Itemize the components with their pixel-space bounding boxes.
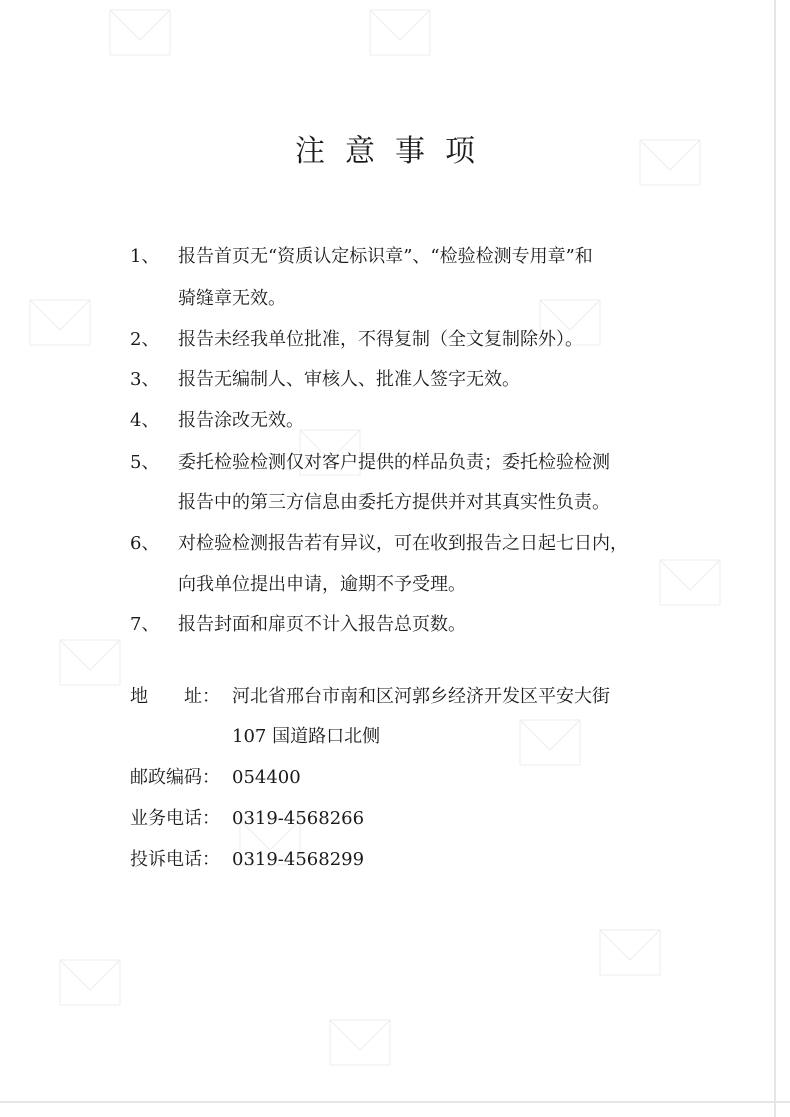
note-number: 3、: [130, 369, 160, 390]
note-number: 7、: [130, 614, 160, 635]
scan-edge-bottom: [0, 1101, 790, 1103]
note-text: 报告首页无“资质认定标识章”、“检验检测专用章”和: [178, 246, 593, 267]
note-number: 6、: [130, 533, 160, 554]
note-text: 报告未经我单位批准，不得复制（全文复制除外）。: [178, 329, 583, 350]
note-text: 委托检验检测仅对客户提供的样品负责；委托检验检测: [178, 452, 610, 473]
note-text: 报告无编制人、审核人、批准人签字无效。: [178, 369, 520, 390]
postcode-label: 邮政编码：: [130, 767, 220, 788]
note-text: 向我单位提出申请，逾期不予受理。: [178, 574, 466, 595]
address-value-continued: 107 国道路口北侧: [232, 726, 381, 747]
note-text: 报告涂改无效。: [178, 410, 304, 431]
address-value: 河北省邢台市南和区河郭乡经济开发区平安大街: [232, 686, 610, 707]
note-number: 4、: [130, 410, 160, 431]
business-phone-label: 业务电话：: [130, 808, 220, 829]
note-text: 骑缝章无效。: [178, 288, 286, 309]
postcode-value: 054400: [232, 767, 301, 788]
note-number: 5、: [130, 452, 160, 473]
business-phone-value: 0319-4568266: [232, 808, 365, 829]
note-number: 1、: [130, 246, 160, 267]
note-number: 2、: [130, 329, 160, 350]
page-title: 注意事项: [295, 134, 495, 169]
address-label: 地 址：: [130, 686, 220, 707]
note-text: 报告封面和扉页不计入报告总页数。: [178, 614, 466, 635]
note-text: 对检验检测报告若有异议，可在收到报告之日起七日内，: [178, 533, 628, 554]
complaint-phone-value: 0319-4568299: [232, 849, 365, 870]
note-text: 报告中的第三方信息由委托方提供并对其真实性负责。: [178, 492, 610, 513]
complaint-phone-label: 投诉电话：: [130, 849, 220, 870]
